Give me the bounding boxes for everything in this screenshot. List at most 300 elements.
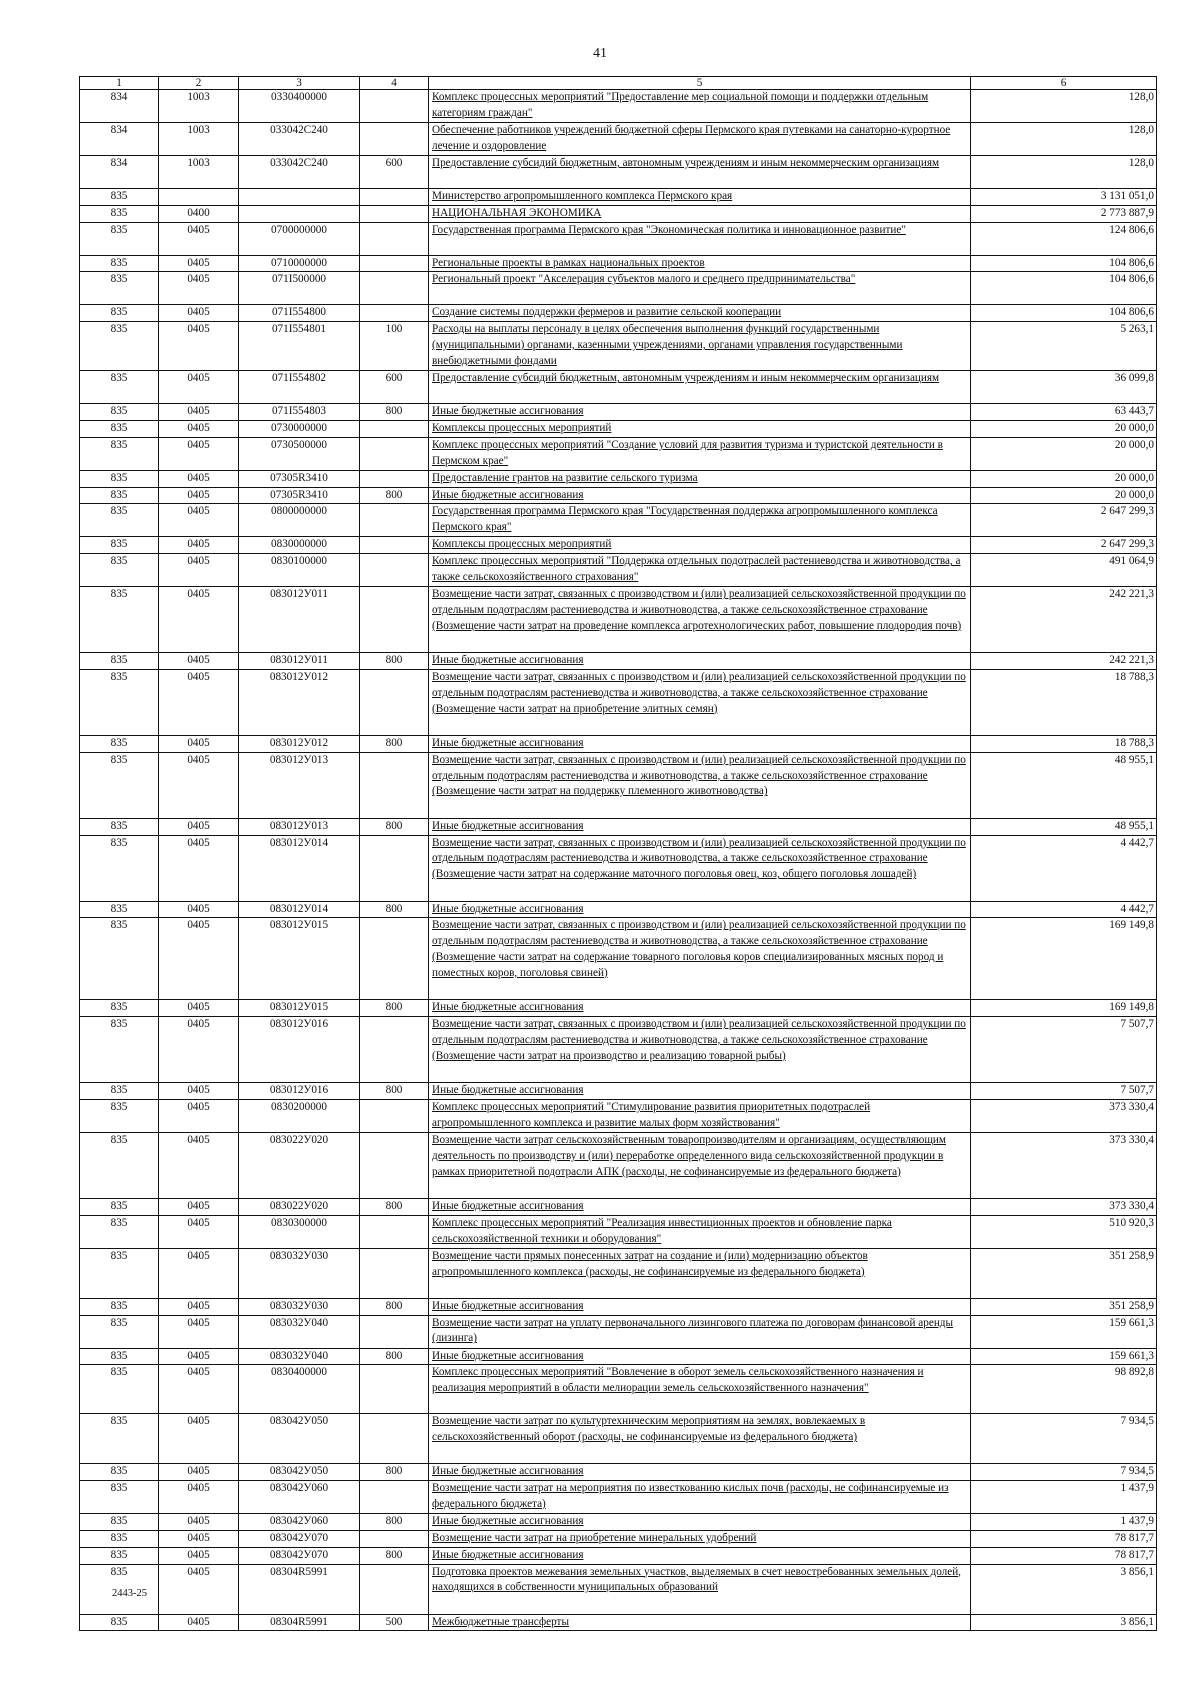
ministry-code-cell: 835	[80, 205, 159, 222]
ministry-code-cell: 835	[80, 735, 159, 752]
amount-cell: 4 442,7	[971, 901, 1157, 918]
section-code-cell: 0405	[159, 322, 239, 371]
table-row	[80, 554, 1157, 587]
description-text: Комплексы процессных мероприятий	[432, 538, 612, 551]
section-code-cell: 0405	[159, 1298, 239, 1315]
description-text: Комплекс процессных мероприятий "Реализация инвестиционных проектов и обновление парка сельскохозяйственной техники и оборудования"	[432, 1216, 892, 1245]
section-code-cell: 0405	[159, 1198, 239, 1215]
description-text: Региональный проект "Акселерация субъектов малого и среднего предпринимательства"	[432, 273, 856, 286]
table-row	[80, 1514, 1157, 1531]
description-cell	[429, 901, 971, 918]
description-cell	[429, 1215, 971, 1248]
expense-type-cell	[360, 1365, 429, 1414]
target-article-cell: 083042У070	[239, 1530, 360, 1547]
ministry-code-cell: 835	[80, 554, 159, 587]
target-article-cell: 07305R3410	[239, 487, 360, 504]
ministry-code-cell: 835	[80, 1215, 159, 1248]
description-text: Иные бюджетные ассигнования	[432, 1349, 584, 1362]
description-text: Иные бюджетные ассигнования	[432, 819, 584, 832]
ministry-code-cell: 835	[80, 1083, 159, 1100]
description-cell	[429, 371, 971, 404]
description-text: Возмещение части затрат по культуртехническим мероприятиям на землях, вовлекаемых в сельскохозяйственный оборот (расходы, не софинансируемые из федерального бюджета)	[432, 1415, 866, 1444]
expense-type-cell: 800	[360, 1083, 429, 1100]
description-cell	[429, 735, 971, 752]
description-cell	[429, 90, 971, 123]
section-code-cell: 0405	[159, 1215, 239, 1248]
description-text: Возмещение части затрат, связанных с производством и (или) реализацией сельскохозяйственной продукции по отдельным подотраслям растениеводства и животноводства, а также сельскохозяйственное страхование (Возмещение части затрат на содержание товарного поголовья коров специализированных мясных пород и поместных коров, поголовья свиней)	[432, 919, 966, 979]
description-cell	[429, 653, 971, 670]
table-row	[80, 1017, 1157, 1083]
ministry-code-cell: 835	[80, 322, 159, 371]
amount-cell: 104 806,6	[971, 255, 1157, 272]
ministry-code-cell: 835	[80, 1315, 159, 1348]
amount-cell: 20 000,0	[971, 470, 1157, 487]
ministry-code-cell: 835	[80, 1564, 159, 1614]
section-code-cell: 0405	[159, 437, 239, 470]
amount-cell: 159 661,3	[971, 1348, 1157, 1365]
target-article-cell: 083012У013	[239, 752, 360, 818]
ministry-code-cell: 835	[80, 1481, 159, 1514]
expense-type-cell: 600	[360, 156, 429, 189]
description-cell	[429, 205, 971, 222]
section-code-cell: 0405	[159, 918, 239, 1000]
description-cell	[429, 322, 971, 371]
section-code-cell: 0405	[159, 1464, 239, 1481]
table-row	[80, 587, 1157, 653]
amount-cell: 373 330,4	[971, 1198, 1157, 1215]
target-article-cell: 083012У014	[239, 901, 360, 918]
ministry-code-cell: 835	[80, 752, 159, 818]
table-row	[80, 272, 1157, 305]
column-header: 5	[429, 77, 971, 90]
section-code-cell: 1003	[159, 123, 239, 156]
expense-type-cell	[360, 835, 429, 901]
target-article-cell	[239, 189, 360, 206]
ministry-code-cell: 835	[80, 1248, 159, 1298]
table-row	[80, 90, 1157, 123]
description-text: Комплекс процессных мероприятий "Поддержка отдельных подотраслей растениеводства и животноводства, а также сельскохозяйственного страхования"	[432, 555, 961, 583]
target-article-cell: 0700000000	[239, 222, 360, 255]
document-code: 2443-25	[112, 1588, 147, 1599]
table-row	[80, 1348, 1157, 1365]
target-article-cell: 071I554801	[239, 322, 360, 371]
section-code-cell: 0405	[159, 404, 239, 421]
description-cell	[429, 1298, 971, 1315]
expense-type-cell	[360, 1414, 429, 1464]
expense-type-cell	[360, 437, 429, 470]
expense-type-cell	[360, 1215, 429, 1248]
expense-type-cell	[360, 222, 429, 255]
description-cell	[429, 1481, 971, 1514]
expense-type-cell	[360, 1481, 429, 1514]
ministry-code-cell: 835	[80, 1547, 159, 1564]
target-article-cell: 0830400000	[239, 1365, 360, 1414]
ministry-code-cell: 835	[80, 189, 159, 206]
target-article-cell: 083012У014	[239, 835, 360, 901]
description-cell	[429, 222, 971, 255]
description-cell	[429, 1614, 971, 1631]
table-row	[80, 1083, 1157, 1100]
table-row	[80, 371, 1157, 404]
description-text: Возмещение части затрат на мероприятия по известкованию кислых почв (расходы, не софинансируемые из федерального бюджета)	[432, 1482, 949, 1510]
page-number: 41	[593, 46, 607, 61]
table-row	[80, 918, 1157, 1000]
expense-type-cell	[360, 90, 429, 123]
expense-type-cell	[360, 123, 429, 156]
amount-cell: 169 149,8	[971, 918, 1157, 1000]
section-code-cell: 1003	[159, 156, 239, 189]
amount-cell: 510 920,3	[971, 1215, 1157, 1248]
description-text: Иные бюджетные ассигнования	[432, 1001, 584, 1014]
ministry-code-cell: 835	[80, 487, 159, 504]
description-cell	[429, 554, 971, 587]
section-code-cell: 0405	[159, 901, 239, 918]
description-cell	[429, 255, 971, 272]
amount-cell: 5 263,1	[971, 322, 1157, 371]
expense-type-cell	[360, 420, 429, 437]
section-code-cell: 0405	[159, 835, 239, 901]
description-text: Государственная программа Пермского края "Государственная поддержка агропромышленного комплекса Пермского края"	[432, 505, 938, 534]
description-text: Иные бюджетные ассигнования	[432, 1199, 584, 1212]
section-code-cell: 0405	[159, 1083, 239, 1100]
target-article-cell: 083012У013	[239, 818, 360, 835]
target-article-cell: 08304R5991	[239, 1614, 360, 1631]
target-article-cell: 083042У070	[239, 1547, 360, 1564]
ministry-code-cell: 835	[80, 1414, 159, 1464]
description-text: Комплекс процессных мероприятий "Вовлечение в оборот земель сельскохозяйственного назначения и реализация мероприятий в области мелиорации земель сельскохозяйственного назначения"	[432, 1366, 924, 1395]
table-row	[80, 1198, 1157, 1215]
ministry-code-cell: 835	[80, 1099, 159, 1132]
ministry-code-cell: 835	[80, 1132, 159, 1198]
table-row	[80, 1464, 1157, 1481]
description-cell	[429, 1083, 971, 1100]
section-code-cell: 0405	[159, 470, 239, 487]
table-row	[80, 1215, 1157, 1248]
amount-cell: 48 955,1	[971, 818, 1157, 835]
ministry-code-cell: 835	[80, 587, 159, 653]
description-text: Иные бюджетные ассигнования	[432, 1299, 584, 1312]
ministry-code-cell: 835	[80, 1530, 159, 1547]
section-code-cell: 0405	[159, 1414, 239, 1464]
expense-type-cell	[360, 1099, 429, 1132]
description-text: Возмещение части затрат, связанных с производством и (или) реализацией сельскохозяйственной продукции по отдельным подотраслям растениеводства и животноводства, а также сельскохозяйственное страхование (Возмещение части затрат на поддержку племенного животноводства)	[432, 753, 966, 798]
column-header: 4	[360, 77, 429, 90]
description-cell	[429, 305, 971, 322]
target-article-cell: 0830200000	[239, 1099, 360, 1132]
target-article-cell: 0830100000	[239, 554, 360, 587]
ministry-code-cell: 835	[80, 305, 159, 322]
expense-type-cell: 100	[360, 322, 429, 371]
description-text: Иные бюджетные ассигнования	[432, 736, 584, 749]
ministry-code-cell: 835	[80, 901, 159, 918]
description-text: Иные бюджетные ассигнования	[432, 405, 584, 418]
amount-cell: 7 934,5	[971, 1464, 1157, 1481]
target-article-cell: 0830000000	[239, 537, 360, 554]
amount-cell: 7 507,7	[971, 1083, 1157, 1100]
table-row	[80, 504, 1157, 537]
amount-cell: 128,0	[971, 156, 1157, 189]
amount-cell: 491 064,9	[971, 554, 1157, 587]
description-text: Иные бюджетные ассигнования	[432, 654, 584, 667]
amount-cell: 98 892,8	[971, 1365, 1157, 1414]
description-text: Возмещение части затрат, связанных с производством и (или) реализацией сельскохозяйственной продукции по отдельным подотраслям растениеводства и животноводства, а также сельскохозяйственное страхование (Возмещение части затрат на содержание маточного поголовья овец, коз, общего поголовья лошадей)	[432, 836, 966, 881]
target-article-cell	[239, 205, 360, 222]
section-code-cell: 0405	[159, 1017, 239, 1083]
table-row	[80, 1298, 1157, 1315]
target-article-cell: 083042У050	[239, 1464, 360, 1481]
expense-type-cell: 800	[360, 653, 429, 670]
description-cell	[429, 272, 971, 305]
description-cell	[429, 835, 971, 901]
amount-cell: 373 330,4	[971, 1132, 1157, 1198]
amount-cell: 373 330,4	[971, 1099, 1157, 1132]
section-code-cell	[159, 189, 239, 206]
description-cell	[429, 1132, 971, 1198]
ministry-code-cell: 834	[80, 156, 159, 189]
description-cell	[429, 504, 971, 537]
description-cell	[429, 404, 971, 421]
target-article-cell: 0830300000	[239, 1215, 360, 1248]
description-cell	[429, 537, 971, 554]
amount-cell: 124 806,6	[971, 222, 1157, 255]
ministry-code-cell: 835	[80, 272, 159, 305]
amount-cell: 159 661,3	[971, 1315, 1157, 1348]
ministry-code-cell: 835	[80, 1614, 159, 1631]
section-code-cell: 0405	[159, 1514, 239, 1531]
expense-type-cell: 800	[360, 1514, 429, 1531]
description-text: Иные бюджетные ассигнования	[432, 1548, 584, 1561]
ministry-code-cell: 834	[80, 90, 159, 123]
amount-cell: 3 856,1	[971, 1564, 1157, 1614]
ministry-code-cell: 835	[80, 1198, 159, 1215]
ministry-code-cell: 835	[80, 404, 159, 421]
description-text: Расходы на выплаты персоналу в целях обеспечения выполнения функций государственными (муниципальными) органами, казенными учреждениями, органами управления государственными внебюджетными фондами	[432, 323, 903, 367]
description-cell	[429, 420, 971, 437]
target-article-cell: 083042У050	[239, 1414, 360, 1464]
description-cell	[429, 1414, 971, 1464]
target-article-cell: 071I500000	[239, 272, 360, 305]
amount-cell: 242 221,3	[971, 653, 1157, 670]
description-cell	[429, 1315, 971, 1348]
expense-type-cell: 800	[360, 1000, 429, 1017]
table-row	[80, 1365, 1157, 1414]
table-row	[80, 404, 1157, 421]
amount-cell: 78 817,7	[971, 1547, 1157, 1564]
amount-cell: 18 788,3	[971, 669, 1157, 735]
expense-type-cell	[360, 205, 429, 222]
table-row	[80, 1132, 1157, 1198]
amount-cell: 7 934,5	[971, 1414, 1157, 1464]
ministry-code-cell: 835	[80, 1017, 159, 1083]
ministry-code-cell: 835	[80, 835, 159, 901]
section-code-cell: 0405	[159, 420, 239, 437]
description-text: Создание системы поддержки фермеров и развитие сельской кооперации	[432, 306, 782, 319]
description-cell	[429, 437, 971, 470]
target-article-cell: 083012У016	[239, 1083, 360, 1100]
description-text: Возмещение части затрат, связанных с производством и (или) реализацией сельскохозяйственной продукции по отдельным подотраслям растениеводства и животноводства, а также сельскохозяйственное страхование (Возмещение части затрат на приобретение элитных семян)	[432, 670, 966, 715]
expense-type-cell: 800	[360, 404, 429, 421]
expense-type-cell	[360, 1132, 429, 1198]
expense-type-cell	[360, 669, 429, 735]
table-row	[80, 255, 1157, 272]
amount-cell: 18 788,3	[971, 735, 1157, 752]
expense-type-cell	[360, 189, 429, 206]
table-row	[80, 1481, 1157, 1514]
section-code-cell: 0405	[159, 752, 239, 818]
table-row	[80, 1564, 1157, 1614]
target-article-cell: 033042С240	[239, 156, 360, 189]
column-header: 1	[80, 77, 159, 90]
amount-cell: 78 817,7	[971, 1530, 1157, 1547]
description-text: Комплекс процессных мероприятий "Стимулирование развития приоритетных подотраслей агропромышленного комплекса и развитие малых форм хозяйствования"	[432, 1100, 871, 1129]
description-text: Предоставление субсидий бюджетным, автономным учреждениям и иным некоммерческим организациям	[432, 157, 940, 169]
target-article-cell: 083012У012	[239, 669, 360, 735]
description-cell	[429, 1530, 971, 1547]
ministry-code-cell: 835	[80, 653, 159, 670]
ministry-code-cell: 835	[80, 371, 159, 404]
expense-type-cell: 800	[360, 487, 429, 504]
amount-cell: 63 443,7	[971, 404, 1157, 421]
section-code-cell: 0405	[159, 371, 239, 404]
section-code-cell: 0405	[159, 669, 239, 735]
description-text: Возмещение части затрат, связанных с производством и (или) реализацией сельскохозяйственной продукции по отдельным подотраслям растениеводства и животноводства, а также сельскохозяйственное страхование (Возмещение части затрат на проведение комплекса агротехнологических работ, повышение плодородия почв)	[432, 588, 966, 632]
target-article-cell: 083032У030	[239, 1298, 360, 1315]
description-text: Иные бюджетные ассигнования	[432, 1084, 584, 1097]
description-cell	[429, 189, 971, 206]
amount-cell: 2 773 887,9	[971, 205, 1157, 222]
description-cell	[429, 669, 971, 735]
ministry-code-cell: 835	[80, 504, 159, 537]
target-article-cell: 08304R5991	[239, 1564, 360, 1614]
description-text: Иные бюджетные ассигнования	[432, 1465, 584, 1478]
section-code-cell: 0405	[159, 1614, 239, 1631]
description-cell	[429, 1365, 971, 1414]
target-article-cell: 083012У011	[239, 653, 360, 670]
section-code-cell: 0405	[159, 653, 239, 670]
description-cell	[429, 1348, 971, 1365]
table-row	[80, 437, 1157, 470]
ministry-code-cell: 835	[80, 1298, 159, 1315]
expense-type-cell	[360, 587, 429, 653]
section-code-cell: 0405	[159, 1315, 239, 1348]
target-article-cell: 083022У020	[239, 1132, 360, 1198]
expense-type-cell: 800	[360, 1298, 429, 1315]
expense-type-cell	[360, 272, 429, 305]
table-row	[80, 487, 1157, 504]
ministry-code-cell: 835	[80, 818, 159, 835]
amount-cell: 2 647 299,3	[971, 504, 1157, 537]
description-cell	[429, 1000, 971, 1017]
target-article-cell: 071I554803	[239, 404, 360, 421]
description-text: Подготовка проектов межевания земельных участков, выделяемых в счет невостребованных земельных долей, находящихся в собственности муниципальных образований	[432, 1565, 961, 1594]
target-article-cell: 083012У015	[239, 1000, 360, 1017]
description-cell	[429, 123, 971, 156]
table-row	[80, 205, 1157, 222]
table-row	[80, 537, 1157, 554]
description-cell	[429, 1099, 971, 1132]
ministry-code-cell: 835	[80, 669, 159, 735]
table-header-row	[80, 77, 1157, 90]
table-row	[80, 835, 1157, 901]
target-article-cell: 083042У060	[239, 1481, 360, 1514]
expense-type-cell	[360, 1248, 429, 1298]
section-code-cell: 0405	[159, 554, 239, 587]
amount-cell: 128,0	[971, 123, 1157, 156]
amount-cell: 48 955,1	[971, 752, 1157, 818]
description-cell	[429, 1547, 971, 1564]
description-text: Возмещение части затрат, связанных с производством и (или) реализацией сельскохозяйственной продукции по отдельным подотраслям растениеводства и животноводства, а также сельскохозяйственное страхование (Возмещение части затрат на производство и реализацию товарной рыбы)	[432, 1018, 966, 1062]
amount-cell: 7 507,7	[971, 1017, 1157, 1083]
target-article-cell: 083032У030	[239, 1248, 360, 1298]
description-text: Иные бюджетные ассигнования	[432, 488, 584, 501]
expense-type-cell: 800	[360, 1348, 429, 1365]
expense-type-cell	[360, 1530, 429, 1547]
table-row	[80, 818, 1157, 835]
section-code-cell: 0405	[159, 305, 239, 322]
section-code-cell: 0405	[159, 1000, 239, 1017]
expense-type-cell	[360, 554, 429, 587]
target-article-cell: 0730000000	[239, 420, 360, 437]
ministry-code-cell: 835	[80, 470, 159, 487]
section-code-cell: 0405	[159, 1564, 239, 1614]
table-row	[80, 420, 1157, 437]
target-article-cell: 083042У060	[239, 1514, 360, 1531]
target-article-cell: 083012У011	[239, 587, 360, 653]
description-cell	[429, 818, 971, 835]
amount-cell: 104 806,6	[971, 272, 1157, 305]
description-text: Возмещение части затрат на уплату первоначального лизингового платежа по договорам финансовой аренды (лизинга)	[432, 1316, 954, 1345]
expense-type-cell: 800	[360, 1464, 429, 1481]
table-row	[80, 752, 1157, 818]
description-cell	[429, 1198, 971, 1215]
ministry-code-cell: 835	[80, 1464, 159, 1481]
description-text: Иные бюджетные ассигнования	[432, 902, 584, 915]
description-text: Государственная программа Пермского края "Экономическая политика и инновационное развитие"	[432, 223, 906, 236]
amount-cell: 1 437,9	[971, 1514, 1157, 1531]
amount-cell: 20 000,0	[971, 487, 1157, 504]
section-code-cell: 0400	[159, 205, 239, 222]
description-cell	[429, 918, 971, 1000]
section-code-cell: 0405	[159, 222, 239, 255]
amount-cell: 351 258,9	[971, 1298, 1157, 1315]
section-code-cell: 0405	[159, 537, 239, 554]
section-code-cell: 0405	[159, 487, 239, 504]
ministry-code-cell: 835	[80, 1348, 159, 1365]
description-cell	[429, 587, 971, 653]
description-cell	[429, 1564, 971, 1614]
table-body	[80, 90, 1157, 1631]
description-cell	[429, 1514, 971, 1531]
description-text: НАЦИОНАЛЬНАЯ ЭКОНОМИКА	[432, 206, 602, 219]
table-row	[80, 123, 1157, 156]
section-code-cell: 0405	[159, 1365, 239, 1414]
target-article-cell: 071I554802	[239, 371, 360, 404]
target-article-cell: 083012У016	[239, 1017, 360, 1083]
table-row	[80, 322, 1157, 371]
amount-cell: 1 437,9	[971, 1481, 1157, 1514]
description-text: Межбюджетные трансферты	[432, 1615, 569, 1628]
expense-type-cell: 800	[360, 1198, 429, 1215]
amount-cell: 169 149,8	[971, 1000, 1157, 1017]
section-code-cell: 1003	[159, 90, 239, 123]
ministry-code-cell: 835	[80, 1514, 159, 1531]
expense-type-cell: 800	[360, 901, 429, 918]
amount-cell: 3 131 051,0	[971, 189, 1157, 206]
ministry-code-cell: 835	[80, 1365, 159, 1414]
section-code-cell: 0405	[159, 1481, 239, 1514]
table-row	[80, 1315, 1157, 1348]
table-row	[80, 653, 1157, 670]
